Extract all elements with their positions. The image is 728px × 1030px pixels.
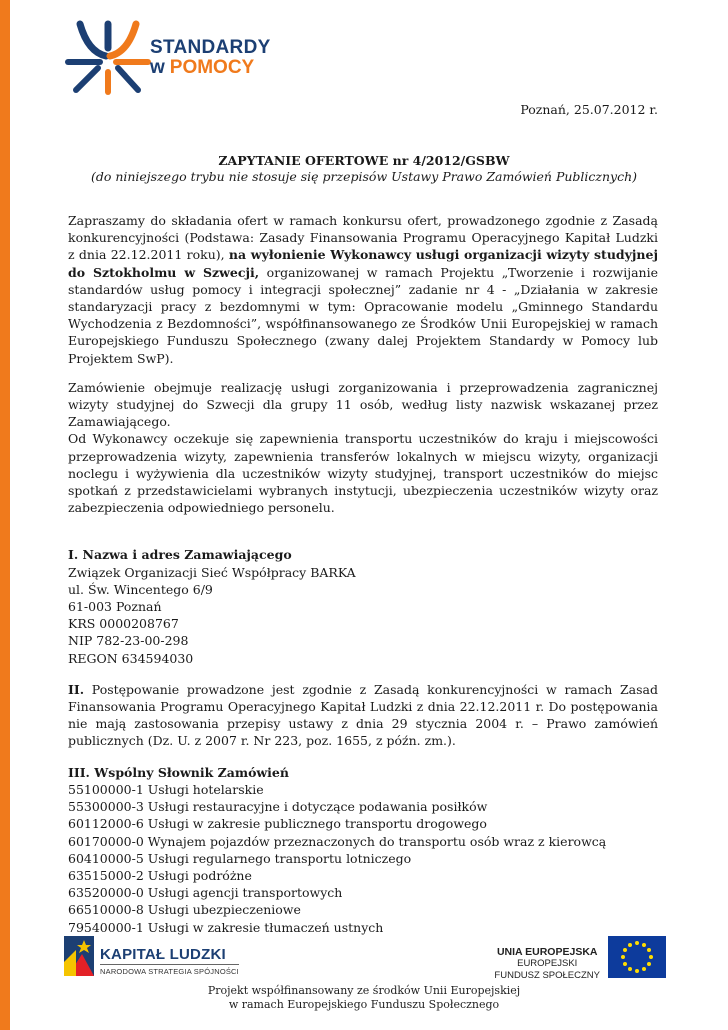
address-line: KRS 0000208767 [68, 616, 179, 632]
cpv-code-line: 55300000-3 Usługi restauracyjne i dotyczące podawania posiłków [68, 799, 488, 815]
intro-text-bold: na wyłonienie Wykonawcy usługi organizacji wizyty studyjnej do Sztokholmu w Szwecji, [68, 247, 658, 280]
section2-paragraph [68, 681, 658, 750]
footer-note-line2: w ramach Europejskiego Funduszu Społecznego [228, 998, 500, 1011]
ue-fund-1: EUROPEJSKI [517, 958, 578, 969]
intro-text-a: Zapraszamy do składania ofert w ramach konkursu ofert, prowadzonego zgodnie z Zasadą konkurencyjności (Podstawa: Zasady Finansowania Programu Operacyjnego Kapitał Ludzki z dnia 22.12.2011 roku), [68, 213, 658, 263]
footer-note [0, 984, 728, 1012]
order-scope-paragraph: Zamówienie obejmuje realizację usługi zorganizowania i przeprowadzenia zagranicznej wizyty studyjnej do Szwecji dla grupy 11 osób, według listy nazwisk wskazanej przez Zamawiającego. [68, 379, 658, 430]
cpv-code-line: 79540000-1 Usługi w zakresie tłumaczeń ustnych [68, 919, 384, 935]
contractor-expectations-paragraph: Od Wykonawcy oczekuje się zapewnienia transportu uczestników do kraju i miejscowości przeprowadzenia wizyty, zapewnienia transferów lokalnych w miejscu wizyty, organizacji noclegu i wyżywienia dla uczestników wizyty studyjnej, transport uczestników do miejsc spotkań z przedstawicielami wybranych instytucji, ubezpieczenia uczestników wizyty oraz zabezpieczenia odpowiedniego personelu. [68, 431, 658, 516]
cpv-code-line: 60112000-6 Usługi w zakresie publicznego transportu drogowego [68, 816, 487, 832]
cpv-code-line: 60410000-5 Usługi regularnego transportu lotniczego [68, 850, 412, 866]
eu-flag-icon [608, 936, 666, 978]
section3-heading: III. Wspólny Słownik Zamówień [68, 764, 289, 780]
address-line: Związek Organizacji Sieć Współpracy BARKA [68, 564, 356, 580]
kl-name: KAPITAŁ LUDZKI [100, 946, 226, 963]
cpv-code-line: 66510000-8 Usługi ubezpieczeniowe [68, 902, 301, 918]
document-subtitle: (do niniejszego trybu nie stosuje się przepisów Ustawy Prawo Zamówień Publicznych) [90, 169, 638, 184]
section2-text: Postępowanie prowadzone jest zgodnie z Zasadą konkurencyjności w ramach Zasad Finansowania Programu Operacyjnego Kapitał Ludzki z dnia 22.12.2011 r. Do postępowania nie mają zastosowania przepisy ustawy z dnia 29 stycznia 2004 r. – Prawo zamówień publicznych (Dz. U. z 2007 r. Nr 223, poz. 1655, z późn. zm.). [68, 681, 658, 749]
address-line: NIP 782-23-00-298 [68, 633, 189, 649]
cpv-code-line: 63520000-0 Usługi agencji transportowych [68, 885, 343, 901]
address-line: ul. Św. Wincentego 6/9 [68, 581, 213, 597]
intro-text-b: organizowanej w ramach Projektu „Tworzenie i rozwijanie standardów usług pomocy i integracji społecznej” zadanie nr 4 - „Działania w zakresie standaryzacji pracy z bezdomnymi w tym: Opracowanie modelu „Gminnego Standardu Wychodzenia z Bezdomności”, współfinansowanego ze Środków Unii Europejskiej w ramach Europejskiego Funduszu Społecznego (zwany dalej Projektem Standardy w Pomocy lub Projektem SwP). [68, 264, 659, 366]
cpv-code-line: 63515000-2 Usługi podróżne [68, 867, 252, 883]
ue-name: UNIA EUROPEJSKA [496, 946, 598, 958]
address-line: 61-003 Poznań [68, 599, 162, 615]
logo-line1: STANDARDY [150, 37, 271, 58]
logo-w: w [150, 57, 165, 78]
section1-heading: I. Nazwa i adres Zamawiającego [68, 547, 292, 563]
document-title: ZAPYTANIE OFERTOWE nr 4/2012/GSBW [218, 153, 510, 168]
ue-fund-2: FUNDUSZ SPOŁECZNY [494, 970, 600, 981]
kapital-ludzki-icon [62, 932, 98, 978]
logo-line2: POMOCY [169, 57, 255, 78]
document-body [68, 212, 658, 936]
document-date: Poznań, 25.07.2012 r. [520, 102, 658, 117]
intro-paragraph [68, 212, 658, 367]
cpv-code-line: 60170000-0 Wynajem pojazdów przeznaczonych do transportu osób wraz z kierowcą [68, 833, 607, 849]
logo-text [150, 38, 271, 78]
kl-sub: NARODOWA STRATEGIA SPÓJNOŚCI [100, 964, 239, 976]
standardy-logo-icon [62, 18, 152, 98]
section2-heading: II. [68, 681, 85, 697]
eu-logo [476, 930, 666, 990]
kapital-ludzki-logo [62, 932, 262, 982]
cpv-code-line: 55100000-1 Usługi hotelarskie [68, 781, 264, 797]
footer-note-line1: Projekt współfinansowany ze środków Unii Europejskiej [207, 984, 521, 997]
address-line: REGON 634594030 [68, 650, 194, 666]
